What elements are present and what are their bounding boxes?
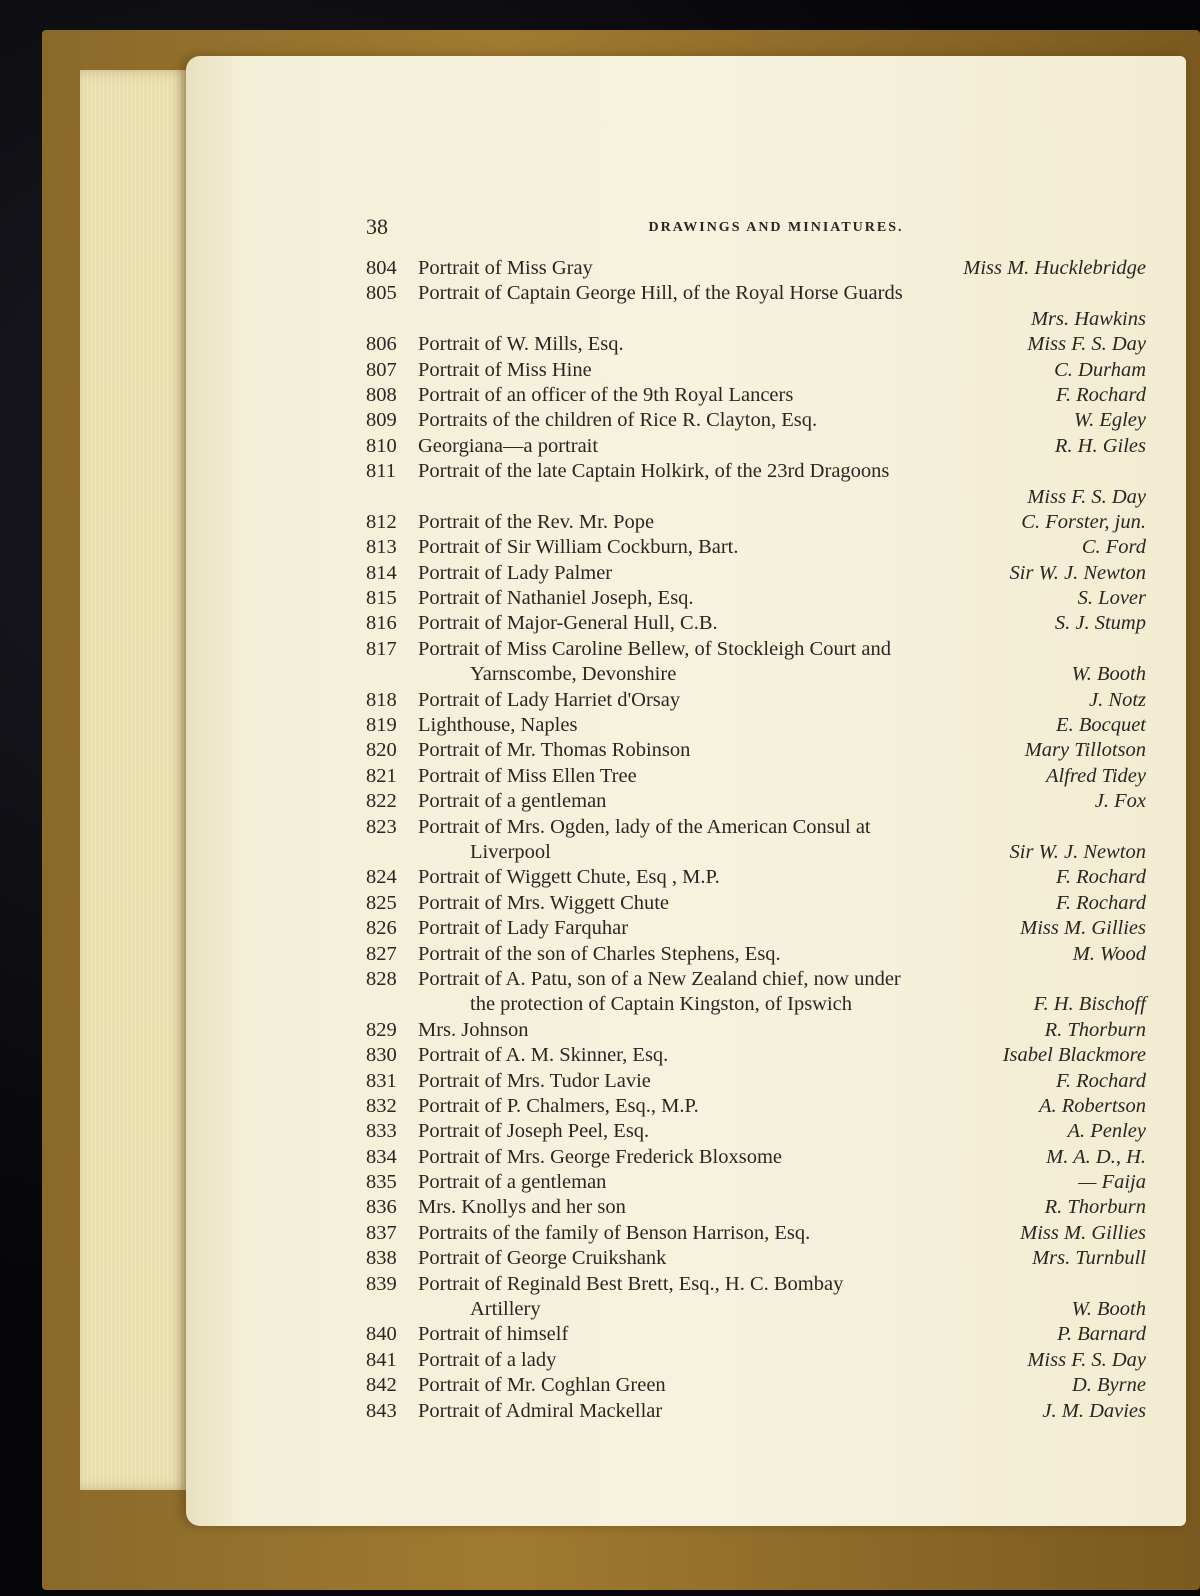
- entry-artist: F. Rochard: [1056, 866, 1146, 889]
- entry-artist: J. Fox: [1094, 790, 1146, 813]
- catalogue-entry: [366, 1195, 1146, 1220]
- entry-number: 804: [366, 257, 397, 279]
- entry-artist: A. Robertson: [1038, 1094, 1146, 1117]
- entry-title: Portrait of P. Chalmers, Esq., M.P.: [418, 1094, 699, 1117]
- entry-artist: F. H. Bischoff: [1033, 993, 1146, 1016]
- entry-title: Mrs. Johnson: [418, 1018, 529, 1041]
- entry-title: Portraits of the family of Benson Harrison, Esq.: [418, 1221, 811, 1244]
- catalogue-entry: [366, 586, 1146, 611]
- entry-number: 806: [366, 333, 397, 356]
- entry-number: 819: [366, 714, 397, 737]
- entry-title: Portrait of Wiggett Chute, Esq , M.P.: [418, 866, 720, 889]
- book-page: [186, 56, 1186, 1526]
- catalogue-entry: [366, 764, 1146, 789]
- entry-title: Portrait of Mr. Coghlan Green: [418, 1374, 666, 1397]
- page-number: 38: [366, 214, 388, 239]
- entry-title: Portrait of Sir William Cockburn, Bart.: [418, 536, 739, 559]
- catalogue-entry: [366, 865, 1146, 890]
- entry-number: 810: [366, 434, 397, 457]
- entry-artist: Mrs. Turnbull: [1032, 1247, 1146, 1270]
- entry-line: [366, 1043, 1146, 1068]
- catalogue-entry: [366, 1145, 1146, 1170]
- catalogue-entry: [366, 358, 1146, 383]
- catalogue-entry: [366, 332, 1146, 357]
- entry-line: [366, 1145, 1146, 1170]
- entry-artist: F. Rochard: [1056, 383, 1146, 406]
- running-head: [366, 214, 1146, 250]
- entry-artist: J. M. Davies: [1042, 1399, 1146, 1422]
- catalogue-entry: [366, 1170, 1146, 1195]
- catalogue-entry: [366, 1399, 1146, 1424]
- catalogue-entry: [366, 1018, 1146, 1043]
- entry-artist: F. Rochard: [1056, 1069, 1146, 1092]
- entry-line-continued: [366, 1297, 1146, 1322]
- entry-title: Portrait of Miss Hine: [418, 358, 592, 381]
- entry-number: 836: [366, 1196, 397, 1219]
- entry-line: [366, 967, 1146, 992]
- entry-number: 826: [366, 917, 397, 940]
- entry-artist: P. Barnard: [1057, 1323, 1146, 1346]
- entry-title: Portrait of Miss Ellen Tree: [418, 764, 637, 787]
- catalogue-entry: [366, 611, 1146, 636]
- entry-line-continued: [366, 992, 1146, 1017]
- entry-title: Portrait of Mrs. Wiggett Chute: [418, 891, 670, 914]
- entry-title: Portrait of Miss Gray: [418, 257, 593, 279]
- catalogue-entry: [366, 967, 1146, 1018]
- catalogue-entry: [366, 942, 1146, 967]
- entry-title: Portrait of Lady Palmer: [418, 561, 613, 584]
- catalogue-entry: [366, 1246, 1146, 1271]
- entry-number: 807: [366, 358, 397, 381]
- page-content: [366, 214, 1146, 1424]
- entry-title: Portrait of Lady Harriet d'Orsay: [418, 688, 681, 711]
- entry-artist: S. J. Stump: [1054, 612, 1146, 635]
- entry-line: [366, 713, 1146, 738]
- entry-artist: Miss M. Gillies: [1020, 1221, 1146, 1244]
- entry-number: 839: [366, 1272, 397, 1295]
- entry-artist: Miss F. S. Day: [1027, 1348, 1146, 1371]
- entry-line: [366, 561, 1146, 586]
- entry-number: 842: [366, 1374, 397, 1397]
- catalogue-entry: [366, 1272, 1146, 1323]
- catalogue-entry: [366, 789, 1146, 814]
- catalogue-entry: [366, 891, 1146, 916]
- entry-line: [366, 256, 1146, 281]
- entry-line: [366, 815, 1146, 840]
- entry-number: 841: [366, 1348, 397, 1371]
- entry-title: Portrait of the Rev. Mr. Pope: [418, 510, 655, 533]
- entry-title: Portrait of Mrs. Tudor Lavie: [418, 1069, 651, 1092]
- catalogue-entry: [366, 1069, 1146, 1094]
- entry-artist: M. Wood: [1072, 942, 1146, 965]
- entry-number: 840: [366, 1323, 397, 1346]
- entry-number: 822: [366, 790, 397, 813]
- entry-line: [366, 637, 1146, 662]
- entry-title: Portrait of Nathaniel Joseph, Esq.: [418, 587, 694, 610]
- entry-number: 805: [366, 282, 397, 305]
- entry-number: 812: [366, 510, 397, 533]
- entry-artist: M. A. D., H.: [1046, 1145, 1146, 1168]
- entry-line: [366, 332, 1146, 357]
- entry-title: Portrait of A. Patu, son of a New Zealand chief, now under: [418, 967, 901, 990]
- entry-line: [366, 1195, 1146, 1220]
- entry-line: [366, 408, 1146, 433]
- catalogue-entry: [366, 815, 1146, 866]
- entry-number: 825: [366, 891, 397, 914]
- entry-number: 832: [366, 1094, 397, 1117]
- entry-title: Lighthouse, Naples: [418, 714, 578, 737]
- entry-title: Portrait of a lady: [418, 1348, 557, 1371]
- entry-title: Portrait of W. Mills, Esq.: [418, 333, 624, 356]
- entry-line: [366, 459, 1146, 484]
- entry-number: 816: [366, 612, 397, 635]
- entry-artist: D. Byrne: [1071, 1374, 1146, 1397]
- entry-line: [366, 586, 1146, 611]
- entry-line: [366, 535, 1146, 560]
- entry-artist: J. Notz: [1089, 688, 1146, 711]
- entry-line: [366, 738, 1146, 763]
- entry-line: [366, 1018, 1146, 1043]
- entry-line: [366, 1246, 1146, 1271]
- entry-number: 808: [366, 383, 397, 406]
- entry-title: Portrait of himself: [418, 1323, 569, 1346]
- entry-artist: W. Booth: [1071, 1298, 1146, 1321]
- entry-title-continued: Artillery: [470, 1298, 541, 1321]
- catalogue-entry: [366, 459, 1146, 510]
- entry-artist: Miss M. Hucklebridge: [963, 257, 1146, 279]
- entry-artist: — Faija: [1078, 1171, 1146, 1194]
- entry-artist: W. Booth: [1071, 663, 1146, 686]
- entry-line: [366, 1069, 1146, 1094]
- entry-title: Portrait of the son of Charles Stephens, Esq.: [418, 942, 781, 965]
- entry-title: Portrait of Mr. Thomas Robinson: [418, 739, 691, 762]
- entry-number: 821: [366, 764, 397, 787]
- page-title: DRAWINGS AND MINIATURES.: [648, 220, 904, 235]
- entry-artist: E. Bocquet: [1056, 714, 1146, 737]
- entry-line: [366, 1094, 1146, 1119]
- entry-artist: Isabel Blackmore: [1002, 1044, 1146, 1067]
- entry-title: Portrait of Major-General Hull, C.B.: [418, 612, 718, 635]
- catalogue-entry: [366, 1322, 1146, 1347]
- entry-line: [366, 434, 1146, 459]
- catalogue-entry: [366, 535, 1146, 560]
- entry-artist: F. Rochard: [1056, 891, 1146, 914]
- entry-artist: Miss F. S. Day: [1027, 485, 1146, 508]
- entry-line: [366, 789, 1146, 814]
- catalogue-entry: [366, 383, 1146, 408]
- entry-line: [366, 1348, 1146, 1373]
- catalogue-entry: [366, 1221, 1146, 1246]
- entry-number: 834: [366, 1145, 397, 1168]
- catalogue-entry: [366, 916, 1146, 941]
- entry-line-continued: [366, 662, 1146, 687]
- entry-line: [366, 1221, 1146, 1246]
- entry-line: [366, 764, 1146, 789]
- entry-title: Portrait of an officer of the 9th Royal Lancers: [418, 383, 794, 406]
- entry-line-continued: [366, 485, 1146, 510]
- catalogue-entry: [366, 1043, 1146, 1068]
- entry-artist: Miss F. S. Day: [1027, 333, 1146, 356]
- entry-number: 823: [366, 815, 397, 838]
- entry-line: [366, 358, 1146, 383]
- entry-artist: R. H. Giles: [1054, 434, 1146, 457]
- entry-title: Portrait of the late Captain Holkirk, of the 23rd Dragoons: [418, 460, 890, 483]
- entry-line: [366, 1170, 1146, 1195]
- entry-line: [366, 1322, 1146, 1347]
- entry-line: [366, 1399, 1146, 1424]
- entry-title: Portrait of Reginald Best Brett, Esq., H. C. Bombay: [418, 1272, 844, 1295]
- entry-artist: R. Thorburn: [1044, 1196, 1146, 1219]
- entry-title-continued: Yarnscombe, Devonshire: [470, 663, 677, 686]
- entry-number: 833: [366, 1120, 397, 1143]
- entry-number: 837: [366, 1221, 397, 1244]
- entry-line: [366, 942, 1146, 967]
- entry-number: 829: [366, 1018, 397, 1041]
- entry-artist: W. Egley: [1073, 409, 1146, 432]
- entry-number: 831: [366, 1069, 397, 1092]
- catalogue-entry: [366, 1348, 1146, 1373]
- entry-title: Portrait of Mrs. George Frederick Bloxsome: [418, 1145, 782, 1168]
- entry-number: 813: [366, 536, 397, 559]
- entry-artist: Sir W. J. Newton: [1009, 561, 1146, 584]
- entry-artist: C. Durham: [1054, 358, 1146, 381]
- entry-title: Georgiana—a portrait: [418, 434, 599, 457]
- catalogue-entry: [366, 561, 1146, 586]
- entry-title: Portraits of the children of Rice R. Clayton, Esq.: [418, 409, 818, 432]
- catalogue-entry: [366, 738, 1146, 763]
- entry-title-continued: Liverpool: [470, 840, 551, 863]
- entry-title: Portrait of Mrs. Ogden, lady of the American Consul at: [418, 815, 871, 838]
- catalogue-entry: [366, 1373, 1146, 1398]
- entry-number: 828: [366, 967, 397, 990]
- entry-line-continued: [366, 840, 1146, 865]
- entry-number: 820: [366, 739, 397, 762]
- entry-line: [366, 891, 1146, 916]
- entry-artist: Mary Tillotson: [1024, 739, 1146, 762]
- entry-artist: Alfred Tidey: [1045, 764, 1146, 787]
- entry-title: Portrait of Admiral Mackellar: [418, 1399, 663, 1422]
- entry-title-continued: the protection of Captain Kingston, of Ipswich: [470, 993, 853, 1016]
- entry-title: Portrait of Lady Farquhar: [418, 917, 629, 940]
- entry-line: [366, 611, 1146, 636]
- catalogue-entry: [366, 637, 1146, 688]
- entry-title: Portrait of George Cruikshank: [418, 1247, 667, 1270]
- entry-line-continued: [366, 307, 1146, 332]
- entry-number: 814: [366, 561, 397, 584]
- entry-title: Mrs. Knollys and her son: [418, 1196, 626, 1219]
- entry-artist: C. Ford: [1081, 536, 1146, 559]
- entry-artist: S. Lover: [1077, 587, 1146, 610]
- entry-line: [366, 281, 1146, 306]
- entry-line: [366, 688, 1146, 713]
- entry-title: Portrait of A. M. Skinner, Esq.: [418, 1044, 669, 1067]
- entry-artist: R. Thorburn: [1044, 1018, 1146, 1041]
- entry-line: [366, 1119, 1146, 1144]
- entry-line: [366, 383, 1146, 408]
- catalogue-entry: [366, 688, 1146, 713]
- entry-artist: C. Forster, jun.: [1021, 510, 1146, 533]
- entry-number: 830: [366, 1044, 397, 1067]
- entry-line: [366, 510, 1146, 535]
- entry-title: Portrait of Joseph Peel, Esq.: [418, 1120, 650, 1143]
- entry-number: 824: [366, 866, 397, 889]
- entry-line: [366, 916, 1146, 941]
- page-edges: [80, 70, 190, 1490]
- entry-title: Portrait of Captain George Hill, of the Royal Horse Guards: [418, 282, 903, 305]
- entry-title: Portrait of Miss Caroline Bellew, of Stockleigh Court and: [418, 637, 891, 660]
- entry-number: 817: [366, 637, 397, 660]
- catalogue-entry: [366, 256, 1146, 281]
- entry-line: [366, 1272, 1146, 1297]
- entry-artist: A. Penley: [1067, 1120, 1146, 1143]
- entry-title: Portrait of a gentleman: [418, 1171, 607, 1194]
- catalogue-entry: [366, 1094, 1146, 1119]
- catalogue-entry: [366, 281, 1146, 332]
- entry-line: [366, 865, 1146, 890]
- entry-number: 809: [366, 409, 397, 432]
- catalogue-entry: [366, 1119, 1146, 1144]
- entry-title: Portrait of a gentleman: [418, 790, 607, 813]
- catalogue-entry: [366, 713, 1146, 738]
- entry-artist: Miss M. Gillies: [1020, 917, 1146, 940]
- entry-number: 815: [366, 587, 397, 610]
- entry-number: 838: [366, 1247, 397, 1270]
- catalogue-entry: [366, 408, 1146, 433]
- entry-number: 811: [366, 460, 396, 483]
- entry-artist: Sir W. J. Newton: [1009, 840, 1146, 863]
- entry-list: [366, 256, 1146, 1424]
- entry-number: 827: [366, 942, 397, 965]
- entry-artist: Mrs. Hawkins: [1030, 307, 1146, 330]
- entry-number: 835: [366, 1171, 397, 1194]
- catalogue-entry: [366, 510, 1146, 535]
- entry-number: 843: [366, 1399, 397, 1422]
- catalogue-entry: [366, 434, 1146, 459]
- entry-line: [366, 1373, 1146, 1398]
- entry-number: 818: [366, 688, 397, 711]
